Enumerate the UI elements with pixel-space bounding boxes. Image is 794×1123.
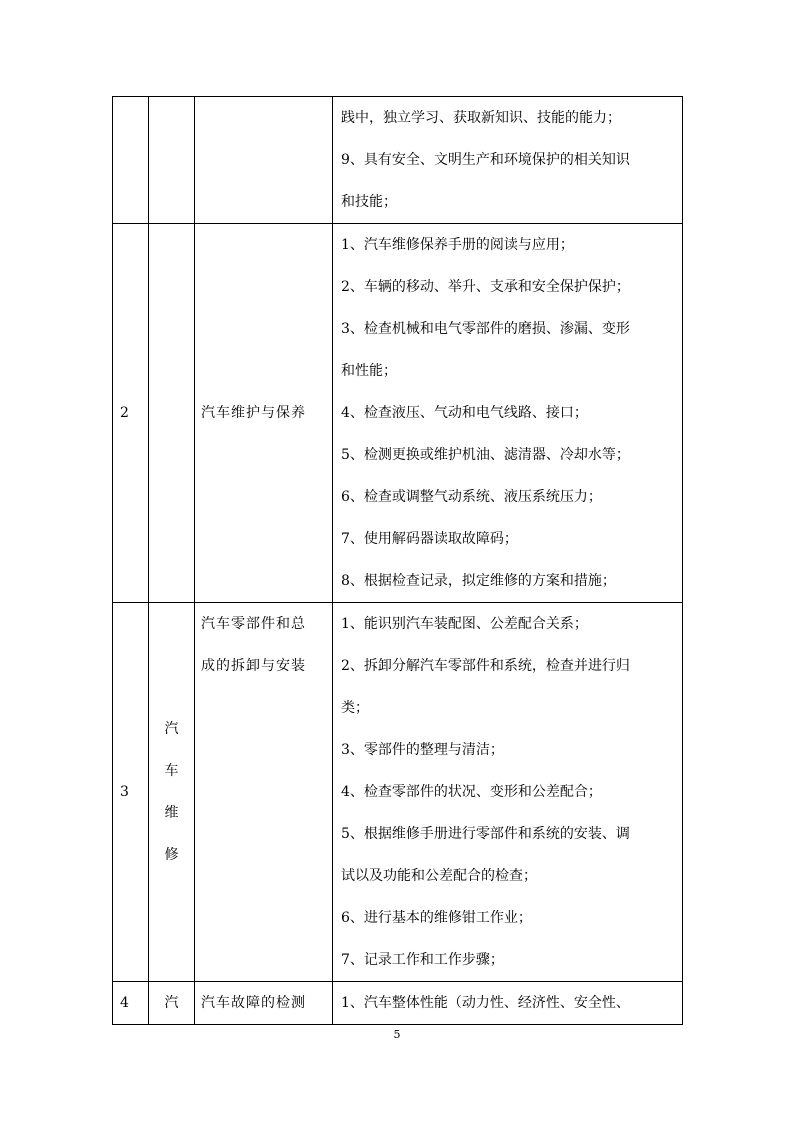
topic-cell [195, 603, 333, 982]
category-char: 维 [164, 805, 179, 821]
row-number: 4 [113, 982, 149, 1025]
category-cell [149, 97, 195, 224]
content-line: 和性能； [341, 363, 397, 379]
content-line: 试以及功能和公差配合的检查； [341, 868, 537, 884]
topic-cell [195, 97, 333, 224]
content-line: 1、汽车整体性能（动力性、经济性、安全性、 [341, 995, 630, 1011]
topic-line: 汽车零部件和总 [201, 616, 306, 632]
content-line: 6、检查或调整气动系统、液压系统压力； [341, 489, 602, 505]
content-line: 7、记录工作和工作步骤； [341, 952, 504, 968]
content-line: 8、根据检查记录，拟定维修的方案和措施； [341, 573, 616, 589]
content-line: 1、汽车维修保养手册的阅读与应用； [341, 237, 574, 253]
topic-line: 成的拆卸与安装 [201, 658, 306, 674]
content-cell [333, 97, 683, 224]
table-row [113, 982, 683, 1025]
category-char: 汽 [164, 721, 179, 737]
table-row [113, 603, 683, 982]
content-cell [333, 224, 683, 603]
content-line: 2、拆卸分解汽车零部件和系统，检查并进行归 [341, 658, 630, 674]
content-line: 践中，独立学习、获取新知识、技能的能力； [341, 110, 621, 126]
content-line: 1、能识别汽车装配图、公差配合关系； [341, 616, 588, 632]
row-number: 3 [113, 603, 149, 982]
content-line: 9、具有安全、文明生产和环境保护的相关知识 [341, 152, 630, 168]
row-number: 2 [113, 224, 149, 603]
content-line: 和技能； [341, 194, 397, 210]
content-line: 7、使用解码器读取故障码； [341, 531, 518, 547]
topic-cell: 汽车故障的检测 [195, 982, 333, 1025]
category-char: 车 [164, 763, 179, 779]
content-line: 4、检查零部件的状况、变形和公差配合； [341, 784, 602, 800]
content-line: 6、进行基本的维修钳工作业； [341, 910, 532, 926]
category-char: 修 [164, 847, 179, 863]
content-cell [333, 603, 683, 982]
category-cell: 汽 [149, 982, 195, 1025]
content-line: 类； [341, 700, 369, 716]
content-line: 5、检测更换或维护机油、滤清器、冷却水等； [341, 447, 630, 463]
category-cell [149, 224, 195, 603]
content-line: 2、车辆的移动、举升、支承和安全保护保护； [341, 279, 630, 295]
content-line: 5、根据维修手册进行零部件和系统的安装、调 [341, 826, 630, 842]
category-cell [149, 603, 195, 982]
content-line: 3、零部件的整理与清洁； [341, 742, 504, 758]
row-number [113, 97, 149, 224]
content-line: 3、检查机械和电气零部件的磨损、渗漏、变形 [341, 321, 630, 337]
table-row [113, 224, 683, 603]
content-cell [333, 982, 683, 1025]
content-line: 4、检查液压、气动和电气线路、接口； [341, 405, 588, 421]
topic-cell: 汽车维护与保养 [195, 224, 333, 603]
page-number: 5 [393, 1028, 401, 1041]
table-row [113, 97, 683, 224]
curriculum-table [112, 96, 683, 1025]
